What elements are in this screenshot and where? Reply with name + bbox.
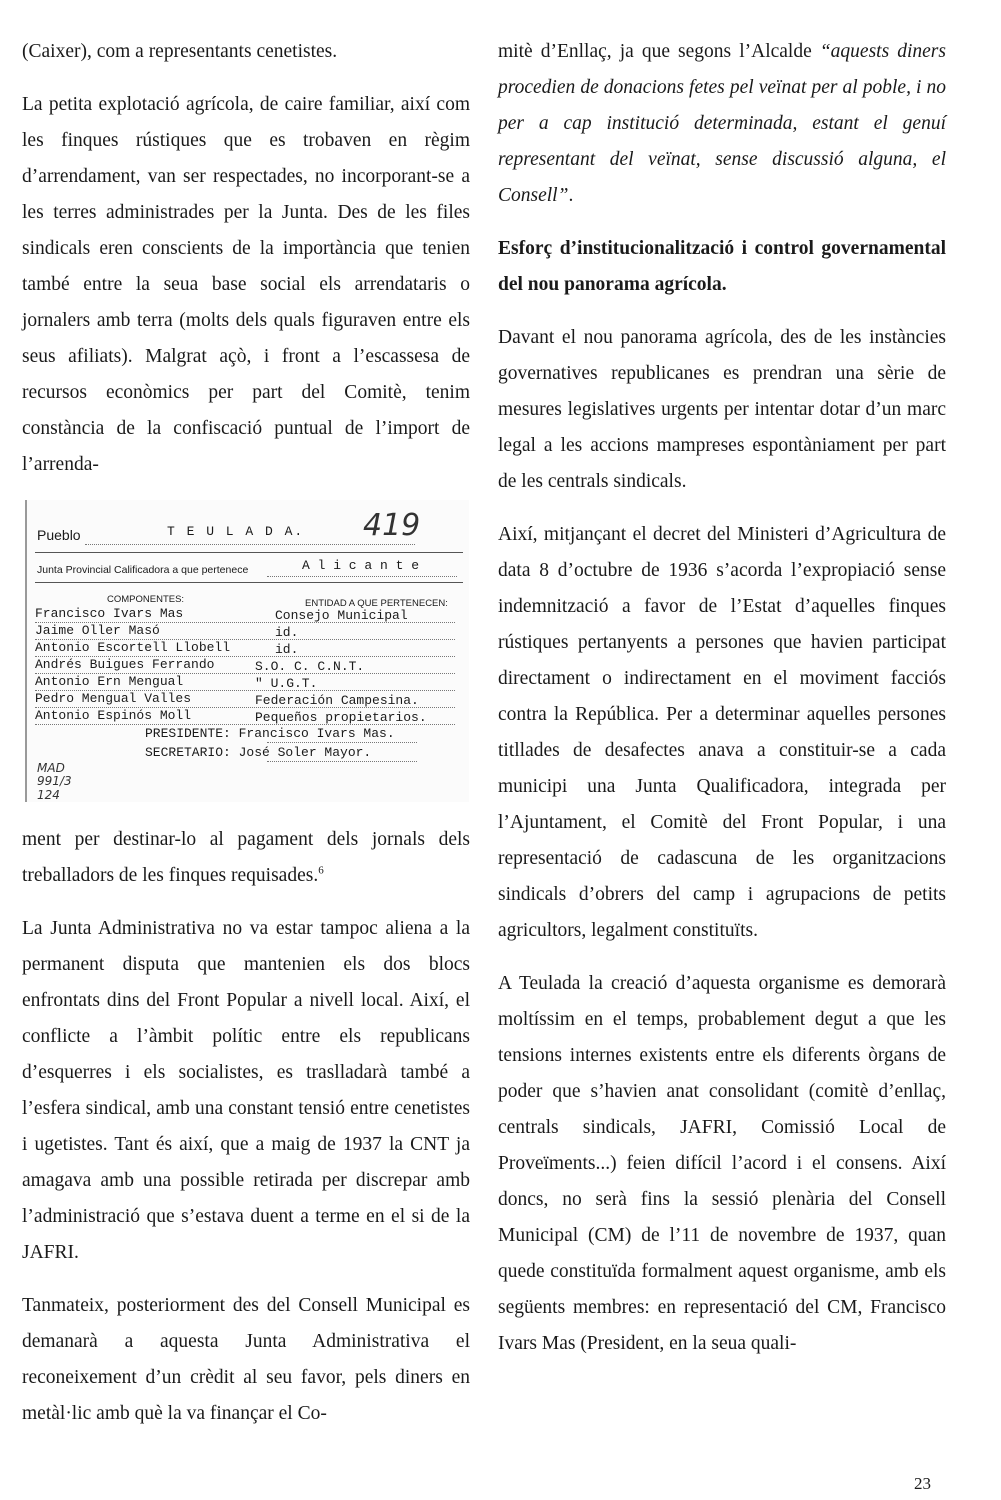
card-member-name: Antonio Espinós Moll bbox=[35, 708, 192, 723]
scanned-index-card bbox=[25, 500, 469, 802]
paragraph bbox=[22, 822, 470, 894]
quote: “aquests diners procedien de donacions fetes pel veïnat per al poble, i no per a cap institució determinada, estant el genuí representant del veïnat, sense discussió alguna, el Consell” bbox=[498, 41, 946, 206]
card-margin-note: MAD bbox=[37, 761, 65, 775]
card-member-entity: id. bbox=[275, 642, 299, 657]
page-number: 23 bbox=[914, 1474, 931, 1493]
card-member-entity: S.O. C. C.N.T. bbox=[255, 659, 365, 674]
section-heading: Esforç d’institucionalització i control governamental del nou panorama agrícola. bbox=[498, 238, 946, 295]
paragraph: Així, mitjançant el decret del Ministeri d’Agricultura de data 8 d’octubre de 1936 s’acorda l’expropiació sense indemnització a favor de l’Estat d’aquelles finques rústiques pertanyents a persones que havien participat directament o indirectament en el moviment facciós contra la República. Per a determinar aquelles persones titllades de desafectes anava a constituir-se a cada municipi una Junta Qualificadora, integrada per l’Ajuntament, el Comitè del Front Popular, i una representació de cadascuna de les organitzacions sindicals d’obrers del camp i agrupacions de petits agricultors, legalment constituïts. bbox=[498, 524, 946, 941]
card-member-name: Antonio Ern Mengual bbox=[35, 674, 184, 689]
card-junta-label: Junta Provincial Calificadora a que pertenece bbox=[37, 564, 249, 576]
paragraph bbox=[498, 34, 946, 214]
paragraph: Tanmateix, posteriorment des del Consell Municipal es demanarà a aquesta Junta Administrativa el reconeixement d’un crèdit al seu favor, pels diners en metàl·lic amb què la va finançar el Co- bbox=[22, 1295, 470, 1424]
card-pueblo-label: Pueblo bbox=[37, 527, 81, 543]
card-margin-note: 124 bbox=[37, 788, 60, 802]
card-member-name: Antonio Escortell Llobell bbox=[35, 640, 231, 655]
card-member-name: Francisco Ivars Mas bbox=[35, 606, 184, 621]
paragraph: La Junta Administrativa no va estar tampoc aliena a la permanent disputa que mantenien els dos blocs enfrontats dins del Front Popular a nivell local. Així, el conflicte a l’àmbit polític entre els republicans d’esquerres i els socialistes, es traslladarà també a l’esfera sindical, amb una constant tensió entre cenetistes i ugetistes. Tant és així, que a maig de 1937 la CNT ja amagava amb una possible retirada per discrepar amb l’administració que s’estava duent a terme en el si de la JAFRI. bbox=[22, 918, 470, 1263]
card-member-entity: id. bbox=[275, 625, 299, 640]
card-member-entity: Pequeños propietarios. bbox=[255, 710, 427, 725]
paragraph-text: . bbox=[568, 185, 574, 206]
card-margin-note: 991/3 bbox=[37, 774, 72, 788]
card-handwritten-number: 419 bbox=[363, 508, 421, 543]
paragraph-text: ment per destinar-lo al pagament dels jornals dels treballadors de les finques requisades. bbox=[22, 829, 470, 886]
paragraph: Davant el nou panorama agrícola, des de les instàncies governatives republicanes es prendran una sèrie de mesures legislatives urgents per intentar dotar d’un marc legal a les accions mampreses espontàniament per part de les centrals sindicals. bbox=[498, 327, 946, 492]
card-member-name: Jaime Oller Masó bbox=[35, 623, 160, 638]
right-column bbox=[498, 34, 946, 1379]
card-secretario: SECRETARIO: José Soler Mayor. bbox=[145, 745, 372, 760]
paragraph: (Caixer), com a representants cenetistes. bbox=[22, 41, 338, 62]
footnote-ref: 6 bbox=[318, 864, 324, 877]
card-junta-value: A l i c a n t e bbox=[302, 558, 420, 573]
paragraph: La petita explotació agrícola, de caire familiar, així com les finques rústiques que es trobaven en règim d’arrendament, van ser respectades, no incorporant-se a les terres administrades per la Junta. Des de les files sindicals eren conscients de la importància que tenien també entre la seua base social els arrendataris o jornalers amb terra (molts dels quals figuraven entre els seus afiliats). Malgrat açò, i front a l’escassesa de recursos econòmics per part del Comitè, tenim constància de la confiscació puntual de l’import de l’arrenda- bbox=[22, 94, 470, 475]
card-member-entity: Consejo Municipal bbox=[275, 608, 408, 623]
card-pueblo-value: T E U L A D A. bbox=[167, 524, 305, 539]
card-member-name: Andrés Buigues Ferrando bbox=[35, 657, 215, 672]
paragraph-text: mitè d’Enllaç, ja que segons l’Alcalde bbox=[498, 41, 820, 62]
card-presidente: PRESIDENTE: Francisco Ivars Mas. bbox=[145, 726, 395, 741]
card-member-entity: " U.G.T. bbox=[255, 676, 318, 691]
card-entidad-label: ENTIDAD A QUE PERTENECEN: bbox=[305, 598, 448, 609]
card-row-rule bbox=[35, 724, 455, 725]
card-member-entity: Federación Campesina. bbox=[255, 693, 419, 708]
card-member-name: Pedro Mengual Valles bbox=[35, 691, 192, 706]
paragraph: A Teulada la creació d’aquesta organisme es demorarà moltíssim en el temps, probablement degut a que les tensions internes existents entre els diferents òrgans de poder que s’havien anat consolidant (comitè d’enllaç, centrals sindicals, JAFRI, Comissió Local de Proveïments...) feien difícil l’acord i el consens. Així doncs, no serà fins la sessió plenària del Consell Municipal (CM) de l’11 de novembre de 1937, quan quede constituïda formalment aquest organisme, amb els següents membres: en representació del CM, Francisco Ivars Mas (President, en la seua quali- bbox=[498, 973, 946, 1354]
card-componentes-label: COMPONENTES: bbox=[107, 594, 185, 605]
left-column bbox=[22, 34, 470, 1449]
